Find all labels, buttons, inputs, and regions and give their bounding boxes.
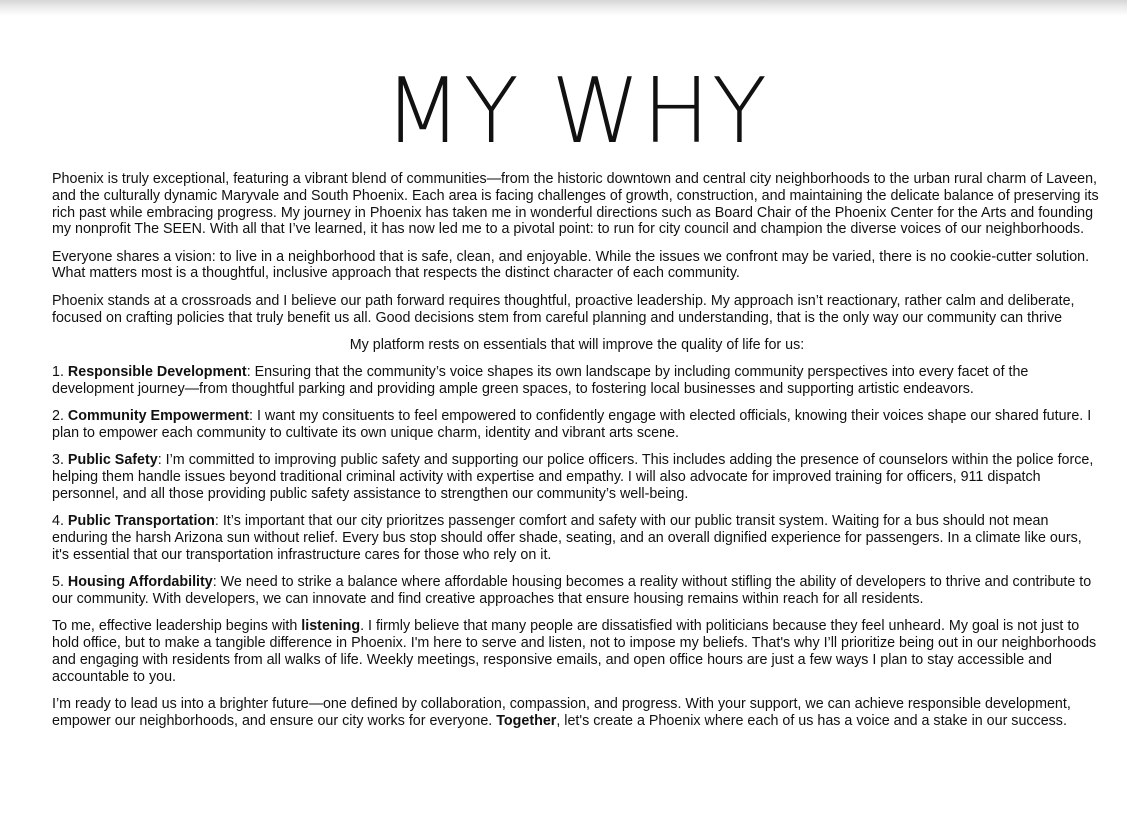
- leadership-bold: listening: [301, 618, 361, 635]
- platform-item-heading: Responsible Development: [67, 364, 247, 381]
- leadership-text-before: To me, effective leadership begins with: [52, 618, 302, 635]
- closing-text-before: I’m ready to lead us into a brighter future—one defined by collaboration, compassion, and progress. With your support, we can achieve responsible development, empower our neighborhoods, and ensure our city works for everyone.: [52, 695, 1071, 729]
- platform-item-community-empowerment: [52, 408, 1102, 442]
- platform-item-public-transportation: [52, 513, 1102, 563]
- platform-item-number: 2.: [52, 408, 64, 425]
- platform-item-heading: Housing Affordability: [67, 574, 213, 591]
- platform-item-number: 1.: [52, 364, 64, 381]
- platform-item-heading: Public Safety: [67, 452, 158, 469]
- platform-item-responsible-development: [52, 364, 1102, 398]
- top-shadow: [0, 0, 1127, 16]
- article-body: [52, 171, 1102, 740]
- crossroads-paragraph: Phoenix stands at a crossroads and I believe our path forward requires thoughtful, proactive leadership. My approach isn’t reactionary, rather calm and deliberate, focused on crafting policies that truly benefit us all. Good decisions stem from careful planning and understanding, that is the only way our community can thrive: [52, 292, 1075, 326]
- closing-paragraph: [52, 696, 1102, 730]
- platform-intro: My platform rests on essentials that will improve the quality of life for us:: [349, 336, 805, 353]
- leadership-paragraph: [52, 618, 1102, 685]
- closing-text-after: , let's create a Phoenix where each of us has a voice and a stake in our success.: [556, 712, 1067, 729]
- platform-item-public-safety: [52, 452, 1102, 502]
- platform-item-text: : Ensuring that the community’s voice shapes its own landscape by including community perspectives into every facet of the development journey—from thoughtful parking and providing ample green spaces, to fostering local businesses and supporting artistic endeavors.: [52, 364, 1029, 397]
- platform-item-text: : I’m committed to improving public safety and supporting our police officers. This includes adding the presence of counselors within the police force, helping them handle issues beyond traditional criminal activity with expertise and empathy. I will also advocate for improved training for officers, 911 dispatch personnel, and all those providing public safety assistance to strengthen our community’s well-being.: [52, 452, 1094, 502]
- platform-item-text: : It’s important that our city prioritzes passenger comfort and safety with our public transit system. Waiting for a bus should not mean enduring the harsh Arizona sun without relief. Every bus stop should offer shade, seating, and an overall dignified experience for passengers. In a climate like ours, it's essential that our transportation infrastructure cares for those who rely on it.: [52, 513, 1082, 563]
- platform-item-text: : I want my consituents to feel empowered to confidently engage with elected officials, knowing their voices shape our shared future. I plan to empower each community to cultivate its own unique charm, identity and vibrant arts scene.: [52, 408, 1092, 442]
- platform-item-text: : We need to strike a balance where affordable housing becomes a reality without stifling the ability of developers to thrive and contribute to our community. With developers, we can innovate and find creative approaches that ensure housing remains within reach for all residents.: [52, 574, 1092, 607]
- leadership-text-after: . I firmly believe that many people are dissatisfied with politicians because they feel unheard. My goal is not just to hold office, but to make a tangible difference in Phoenix. I'm here to serve and listen, not to impose my beliefs. That's why I’ll prioritize being out in our neighborhoods and engaging with residents from all walks of life. Weekly meetings, responsive emails, and open office hours are just a few ways I plan to stay accessible and accountable to you.: [52, 618, 1097, 685]
- platform-item-housing-affordability: [52, 574, 1102, 608]
- platform-item-heading: Community Empowerment: [67, 408, 250, 425]
- platform-item-number: 3.: [52, 452, 64, 469]
- intro-paragraph: Phoenix is truly exceptional, featuring a vibrant blend of communities—from the historic downtown and central city neighborhoods to the urban rural charm of Laveen, and the culturally dynamic Maryvale and South Phoenix. Each area is facing challenges of growth, construction, and maintaining the delicate balance of preserving its rich past while embracing progress. My journey in Phoenix has taken me in wonderful directions such as Board Chair of the Phoenix Center for the Arts and founding my nonprofit The SEEN. With all that I’ve learned, it has now led me to a pivotal point: to run for city council and champion the diverse voices of our neighborhoods.: [52, 171, 1099, 238]
- platform-item-number: 4.: [52, 513, 64, 530]
- page-title: MY WHY: [384, 59, 769, 164]
- platform-item-heading: Public Transportation: [67, 513, 215, 530]
- closing-bold: Together: [496, 712, 557, 729]
- vision-paragraph: Everyone shares a vision: to live in a neighborhood that is safe, clean, and enjoyable. While the issues we confront may be varied, there is no cookie-cutter solution. What matters most is a thoughtful, inclusive approach that respects the distinct character of each community.: [52, 248, 1090, 282]
- platform-item-number: 5.: [52, 574, 64, 591]
